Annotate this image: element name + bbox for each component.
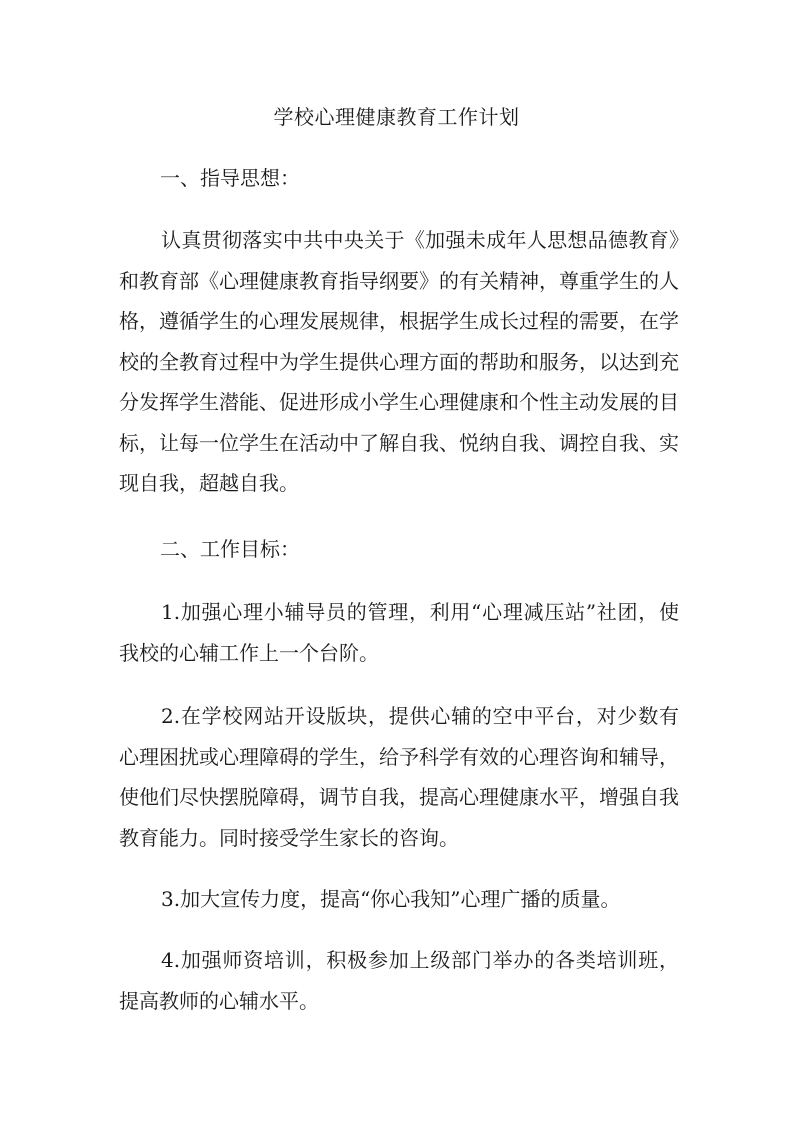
- section-heading-work-goals: 二、工作目标：: [160, 537, 300, 561]
- section-heading-guiding-ideology: 一、指导思想：: [160, 166, 300, 190]
- document-title: 学校心理健康教育工作计划: [273, 105, 520, 129]
- paragraph-goal-3: 3.加大宣传力度，提高“你心我知”心理广播的质量。: [161, 887, 621, 911]
- paragraph-guiding-ideology: 认真贯彻落实中共中央关于《加强未成年人思想品德教育》和教育部《心理健康教育指导纲要》的有关精神，尊重学生的人格，遵循学生的心理发展规律，根据学生成长过程的需要，在学校的全教育过程中为学生提供心理方面的帮助和服务，以达到充分发挥学生潜能、促进形成小学生心理健康和个性主动发展的目标，让每一位学生在活动中了解自我、悦纳自我、调控自我、实现自我，超越自我。: [119, 228, 679, 495]
- paragraph-goal-2: 2.在学校网站开设版块，提供心辅的空中平台，对少数有心理困扰或心理障碍的学生，给予科学有效的心理咨询和辅导，使他们尽快摆脱障碍，调节自我，提高心理健康水平，增强自我教育能力。同时接受学生家长的咨询。: [119, 704, 679, 850]
- paragraph-goal-4: 4.加强师资培训，积极参加上级部门举办的各类培训班，提高教师的心辅水平。: [119, 948, 679, 1013]
- paragraph-goal-1: 1.加强心理小辅导员的管理，利用“心理减压站”社团，使我校的心辅工作上一个台阶。: [119, 600, 679, 665]
